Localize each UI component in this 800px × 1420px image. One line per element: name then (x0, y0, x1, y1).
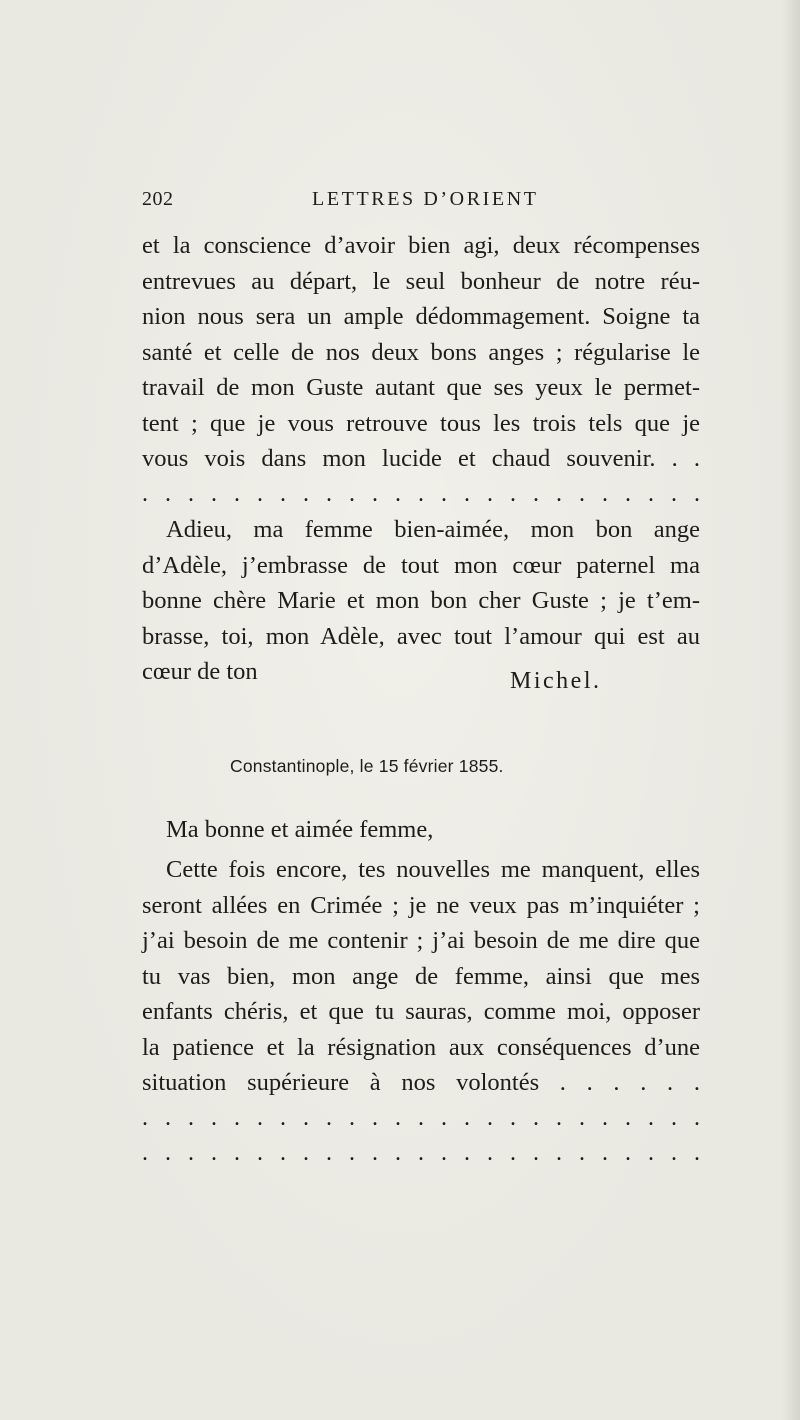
text-line: travail de mon Guste autant que ses yeux le permet- (142, 374, 700, 401)
text-line: cœur de ton (142, 658, 258, 685)
ellipsis-dots-line: . . . . . . . . . . . . . . . . . . . . . . . . . (142, 480, 700, 507)
salutation: Ma bonne et aimée femme, (166, 816, 434, 843)
text-line: d’Adèle, j’embrasse de tout mon cœur paternel ma (142, 551, 700, 579)
ellipsis-dots-line: . . . . . . . . . . . . . . . . . . . . . . . . . (142, 1104, 700, 1131)
text-line: vous vois dans mon lucide et chaud souvenir. . . (142, 445, 700, 472)
letter-one-body (142, 228, 700, 690)
text-line: brasse, toi, mon Adèle, avec tout l’amour qui est au (142, 622, 700, 650)
running-head: LETTRES D’ORIENT (312, 188, 539, 210)
page-header (142, 188, 700, 218)
text-line: nion nous sera un ample dédommagement. Soigne ta (142, 303, 700, 330)
text-line: bonne chère Marie et mon bon cher Guste ; je t’em- (142, 587, 700, 614)
text-line: tu vas bien, mon ange de femme, ainsi que mes (142, 962, 700, 990)
text-line: et la conscience d’avoir bien agi, deux récompenses (142, 232, 700, 259)
letter-two-body (142, 812, 700, 1172)
text-line: la patience et la résignation aux conséquences d’une (142, 1033, 700, 1061)
ellipsis-dots-line: . . . . . . . . . . . . . . . . . . . . . . . . . (142, 1140, 700, 1166)
signature: Michel. (510, 668, 602, 694)
dateline: Constantinople, le 15 février 1855. (230, 756, 504, 776)
text-line: seront allées en Crimée ; je ne veux pas m’inquiéter ; (142, 891, 700, 919)
text-line: j’ai besoin de me contenir ; j’ai besoin de me dire que (142, 927, 700, 954)
text-line: situation supérieure à nos volontés . . . . . . (142, 1069, 700, 1096)
text-line: enfants chéris, et que tu sauras, comme moi, opposer (142, 998, 700, 1025)
text-line: tent ; que je vous retrouve tous les trois tels que je (142, 409, 700, 437)
text-line: Adieu, ma femme bien-aimée, mon bon ange (166, 516, 700, 543)
text-line: santé et celle de nos deux bons anges ; régularise le (142, 338, 700, 366)
page-number: 202 (142, 188, 174, 210)
text-line: entrevues au départ, le seul bonheur de notre réu- (142, 267, 700, 295)
text-line: Cette fois encore, tes nouvelles me manquent, elles (166, 856, 700, 883)
page-edge-shadow (782, 0, 800, 1420)
